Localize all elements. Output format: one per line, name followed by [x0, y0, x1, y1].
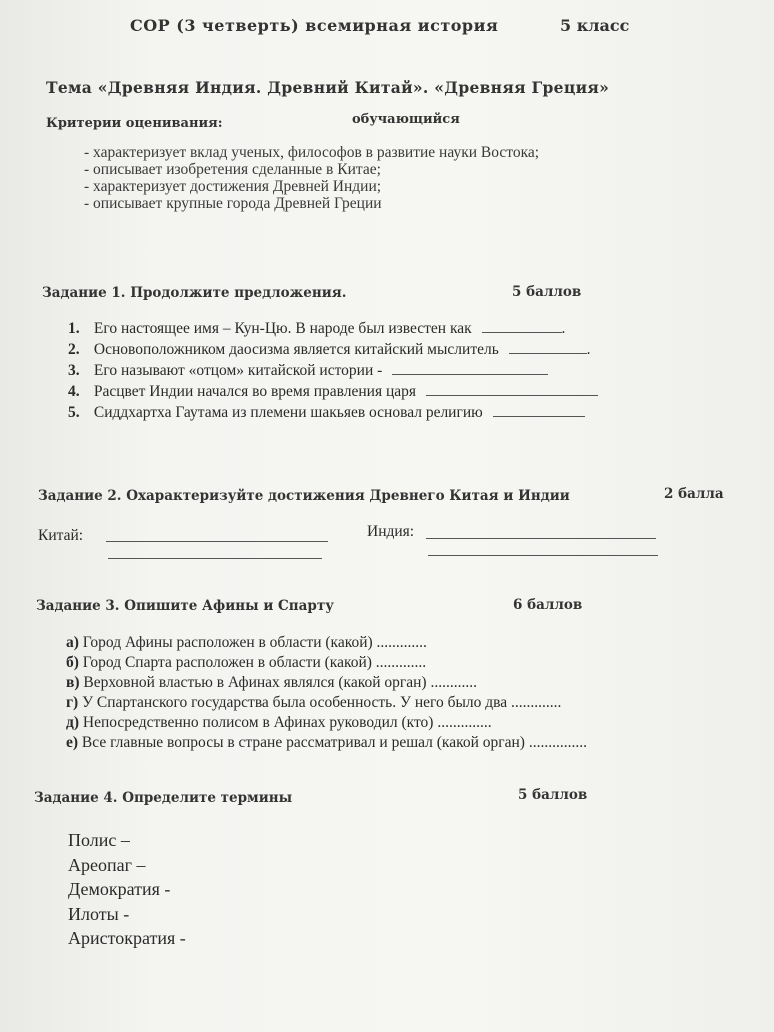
item-end: .: [561, 320, 566, 337]
task3-points: 6 баллов: [513, 597, 583, 613]
criteria-item: - описывает изобретения сделанные в Китае;: [84, 161, 381, 178]
item-text: У Спартанского государства была особенность. У него было два .............: [82, 694, 562, 711]
item-number: 4.: [68, 383, 80, 400]
item-letter: б): [66, 654, 79, 671]
item-number: 1.: [68, 320, 80, 337]
task3-item: [66, 693, 587, 713]
criteria-item: - характеризует вклад ученых, философов в развитие науки Востока;: [84, 144, 540, 161]
china-answer-line-2[interactable]: [108, 558, 322, 559]
task3-title: Задание 3. Опишите Афины и Спарту: [36, 598, 334, 614]
item-letter: г): [66, 694, 79, 711]
term-item: Ареопаг –: [68, 854, 146, 875]
criteria-item: - характеризует достижения Древней Индии;: [84, 178, 382, 195]
task3-item: [66, 653, 587, 673]
india-answer-line-1[interactable]: [426, 538, 656, 539]
task3-item: [66, 713, 587, 733]
answer-blank[interactable]: [482, 320, 562, 333]
item-letter: е): [66, 734, 79, 751]
item-end: .: [586, 341, 591, 358]
term-item: Полис –: [68, 830, 130, 850]
answer-blank[interactable]: [509, 341, 587, 354]
item-text: Город Спарта расположен в области (какой) .............: [82, 654, 427, 671]
worksheet-theme: Тема «Древняя Индия. Древний Китай». «Древняя Греция»: [46, 78, 610, 97]
task1-item: [68, 402, 598, 423]
worksheet-title: СОР (3 четверть) всемирная история: [130, 16, 499, 35]
india-answer-line-2[interactable]: [428, 555, 658, 556]
china-answer-line-1[interactable]: [106, 541, 328, 542]
item-text: Расцвет Индии начался во время правления царя: [93, 383, 417, 400]
item-text: Его называют «отцом» китайской истории -: [93, 362, 383, 379]
item-letter: д): [66, 714, 80, 731]
item-text: Его настоящее имя – Кун-Цю. В народе был известен как: [93, 320, 472, 337]
answer-blank[interactable]: [493, 404, 585, 417]
terms-list: [68, 828, 186, 951]
term-item: Аристократия -: [68, 928, 186, 948]
task3-item: [66, 733, 587, 753]
task3-item: [66, 633, 587, 653]
item-text: Верховной властью в Афинах являлся (какой орган) ............: [83, 674, 477, 691]
term-item: Демократия -: [68, 879, 171, 899]
item-number: 2.: [68, 341, 80, 358]
task4-points: 5 баллов: [518, 787, 588, 803]
grade-label: 5 класс: [560, 16, 630, 35]
item-text: Все главные вопросы в стране рассматривал и решал (какой орган) ...............: [81, 734, 587, 751]
item-text: Непосредственно полисом в Афинах руководил (кто) ..............: [82, 714, 492, 731]
criteria-label: Критерии оценивания:: [46, 116, 223, 131]
task3-item: [66, 673, 587, 693]
task1-item: [68, 381, 598, 402]
term-item: Илоты -: [68, 903, 130, 924]
learner-label: обучающийся: [352, 112, 460, 127]
answer-blank[interactable]: [392, 362, 548, 375]
task3-list: [66, 633, 587, 753]
task1-points: 5 баллов: [512, 284, 582, 300]
item-number: 3.: [68, 362, 80, 379]
task1-item: [68, 339, 598, 360]
china-label: Китай:: [38, 527, 84, 544]
criteria-item: - описывает крупные города Древней Греции: [84, 195, 382, 212]
task1-item: [68, 318, 598, 339]
item-text: Город Афины расположен в области (какой) .............: [82, 634, 427, 651]
india-label: Индия:: [367, 523, 415, 540]
task1-item: [68, 360, 598, 381]
item-letter: в): [66, 674, 80, 691]
task1-title: Задание 1. Продолжите предложения.: [42, 285, 347, 301]
task4-title: Задание 4. Определите термины: [34, 790, 293, 806]
item-text: Основоположником даосизма является китайский мыслитель: [93, 341, 499, 358]
item-number: 5.: [68, 404, 80, 421]
task2-title: Задание 2. Охарактеризуйте достижения Древнего Китая и Индии: [38, 488, 570, 504]
task1-list: [68, 318, 598, 423]
criteria-list: [84, 144, 539, 212]
answer-blank[interactable]: [426, 383, 598, 396]
item-text: Сиддхартха Гаутама из племени шакьяев основал религию: [93, 404, 483, 421]
task2-points: 2 балла: [664, 486, 724, 502]
item-letter: а): [66, 634, 79, 651]
